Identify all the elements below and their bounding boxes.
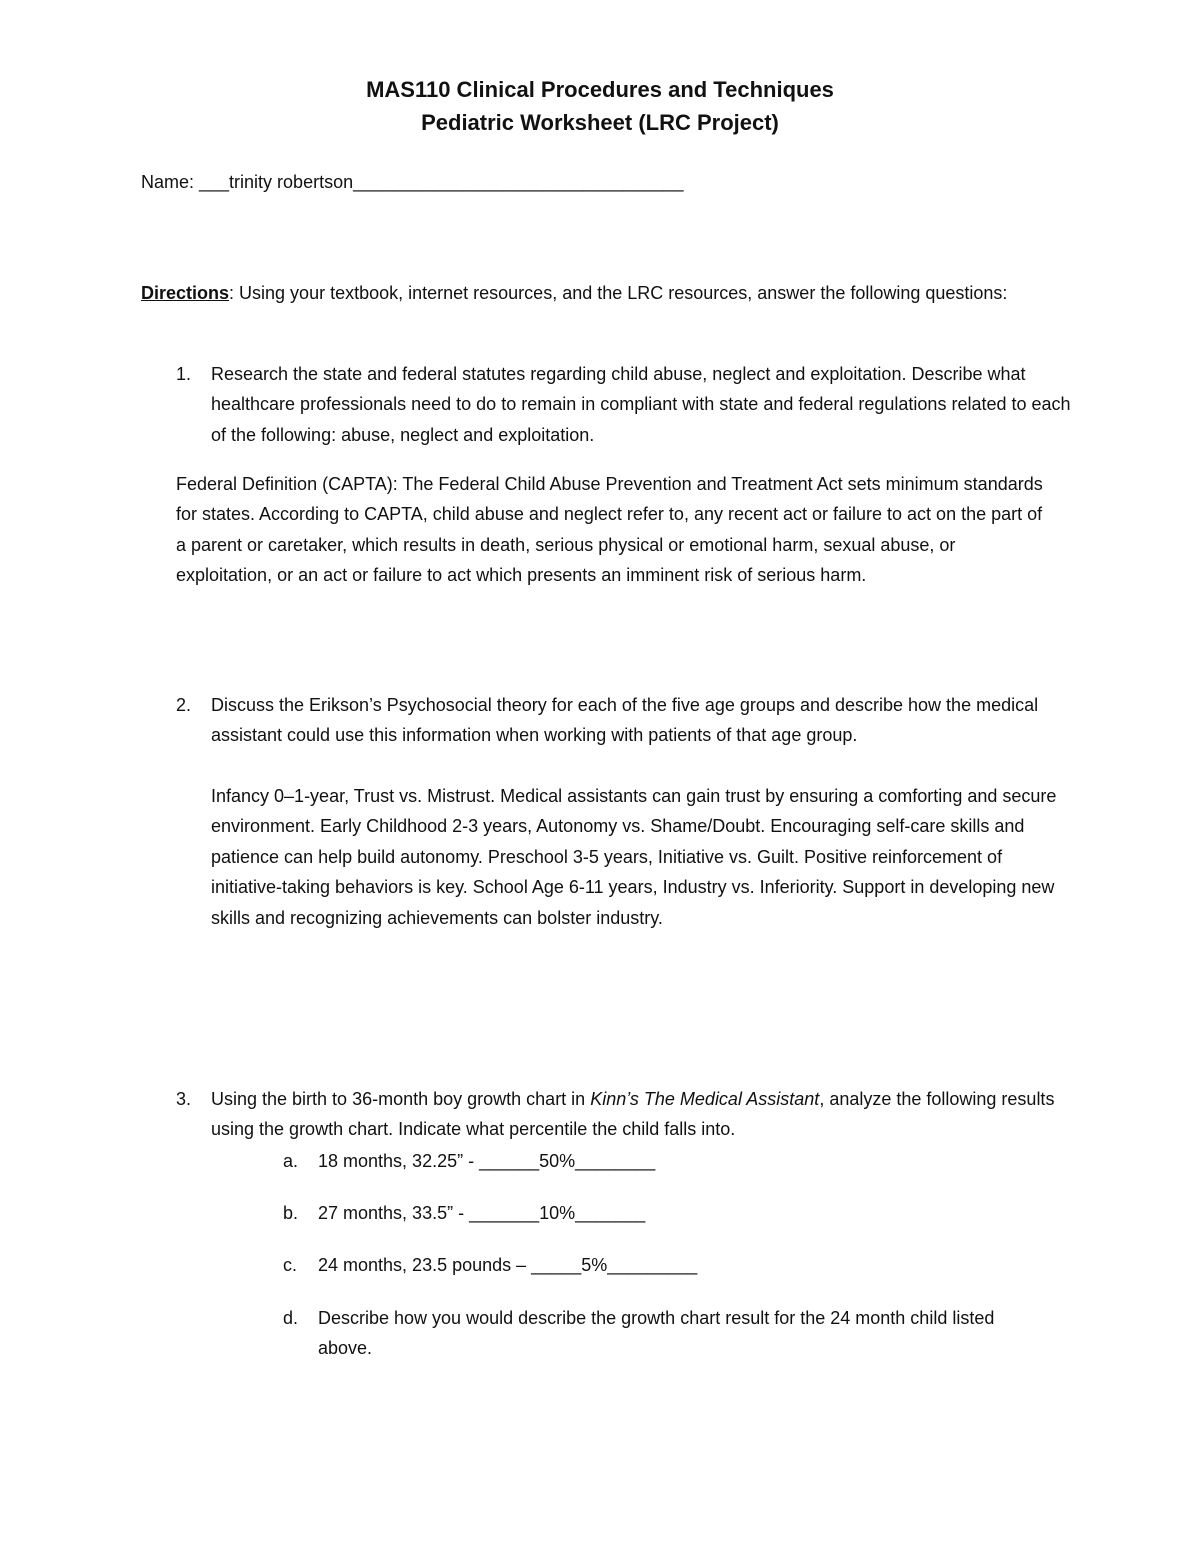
course-title: MAS110 Clinical Procedures and Techniques — [366, 77, 834, 102]
question-text-part: , analyze the following results using the growth chart. Indicate what percentile the child falls into. — [211, 1089, 1055, 1140]
question-2 — [176, 690, 1076, 751]
question-1 — [176, 359, 1076, 450]
sub-text: 18 months, 32.25” - ______50%________ — [318, 1151, 656, 1171]
textbook-title: Kinn’s The Medical Assistant — [590, 1089, 820, 1109]
question-number: 2. — [176, 695, 192, 715]
sub-question-c — [283, 1250, 1043, 1280]
question-number: 3. — [176, 1089, 192, 1109]
sub-question-a — [283, 1146, 1043, 1176]
sub-text: Describe how you would describe the growth chart result for the 24 month child listed above. — [318, 1308, 995, 1359]
answer-1: Federal Definition (CAPTA): The Federal Child Abuse Prevention and Treatment Act sets minimum standards for states. According to CAPTA, child abuse and neglect refer to, any recent act or failure to act on the part of a parent or caretaker, which results in death, serious physical or emotional harm, sexual abuse, or exploitation, or an act or failure to act which presents an imminent risk of serious harm. — [176, 474, 1043, 586]
question-text: Research the state and federal statutes regarding child abuse, neglect and exploitation. Describe what healthcare professionals need to do to remain in compliant with state and federal regulations related to each of the following: abuse, neglect and exploitation. — [211, 364, 1071, 445]
answer-2: Infancy 0–1-year, Trust vs. Mistrust. Medical assistants can gain trust by ensuring a comforting and secure environment. Early Childhood 2-3 years, Autonomy vs. Shame/Doubt. Encouraging self-care skills and patience can help build autonomy. Preschool 3-5 years, Initiative vs. Guilt. Positive reinforcement of initiative-taking behaviors is key. School Age 6-11 years, Industry vs. Inferiority. Support in developing new skills and recognizing achievements can bolster industry. — [211, 786, 1057, 928]
student-name-line: Name: ___trinity robertson_________________________________ — [141, 172, 684, 192]
sub-text: 24 months, 23.5 pounds – _____5%_________ — [318, 1255, 698, 1275]
directions-label: Directions — [141, 283, 230, 303]
sub-question-b — [283, 1198, 1043, 1228]
question-text — [211, 1084, 1076, 1145]
sub-letter: d. — [283, 1308, 299, 1328]
sub-question-d — [283, 1303, 1043, 1364]
sub-letter: a. — [283, 1151, 299, 1171]
question-text-part: Using the birth to 36-month boy growth chart in — [211, 1089, 591, 1109]
question-text: Discuss the Erikson’s Psychosocial theory for each of the five age groups and describe how the medical assistant could use this information when working with patients of that age group. — [211, 695, 1039, 746]
question-3 — [176, 1084, 1076, 1145]
sub-text: 27 months, 33.5” - _______10%_______ — [318, 1203, 646, 1223]
directions-text: : Using your textbook, internet resources, and the LRC resources, answer the following questions: — [229, 283, 1008, 303]
worksheet-title: Pediatric Worksheet (LRC Project) — [421, 110, 779, 135]
directions — [141, 278, 1021, 308]
question-number: 1. — [176, 364, 192, 384]
sub-letter: c. — [283, 1255, 298, 1275]
sub-letter: b. — [283, 1203, 299, 1223]
